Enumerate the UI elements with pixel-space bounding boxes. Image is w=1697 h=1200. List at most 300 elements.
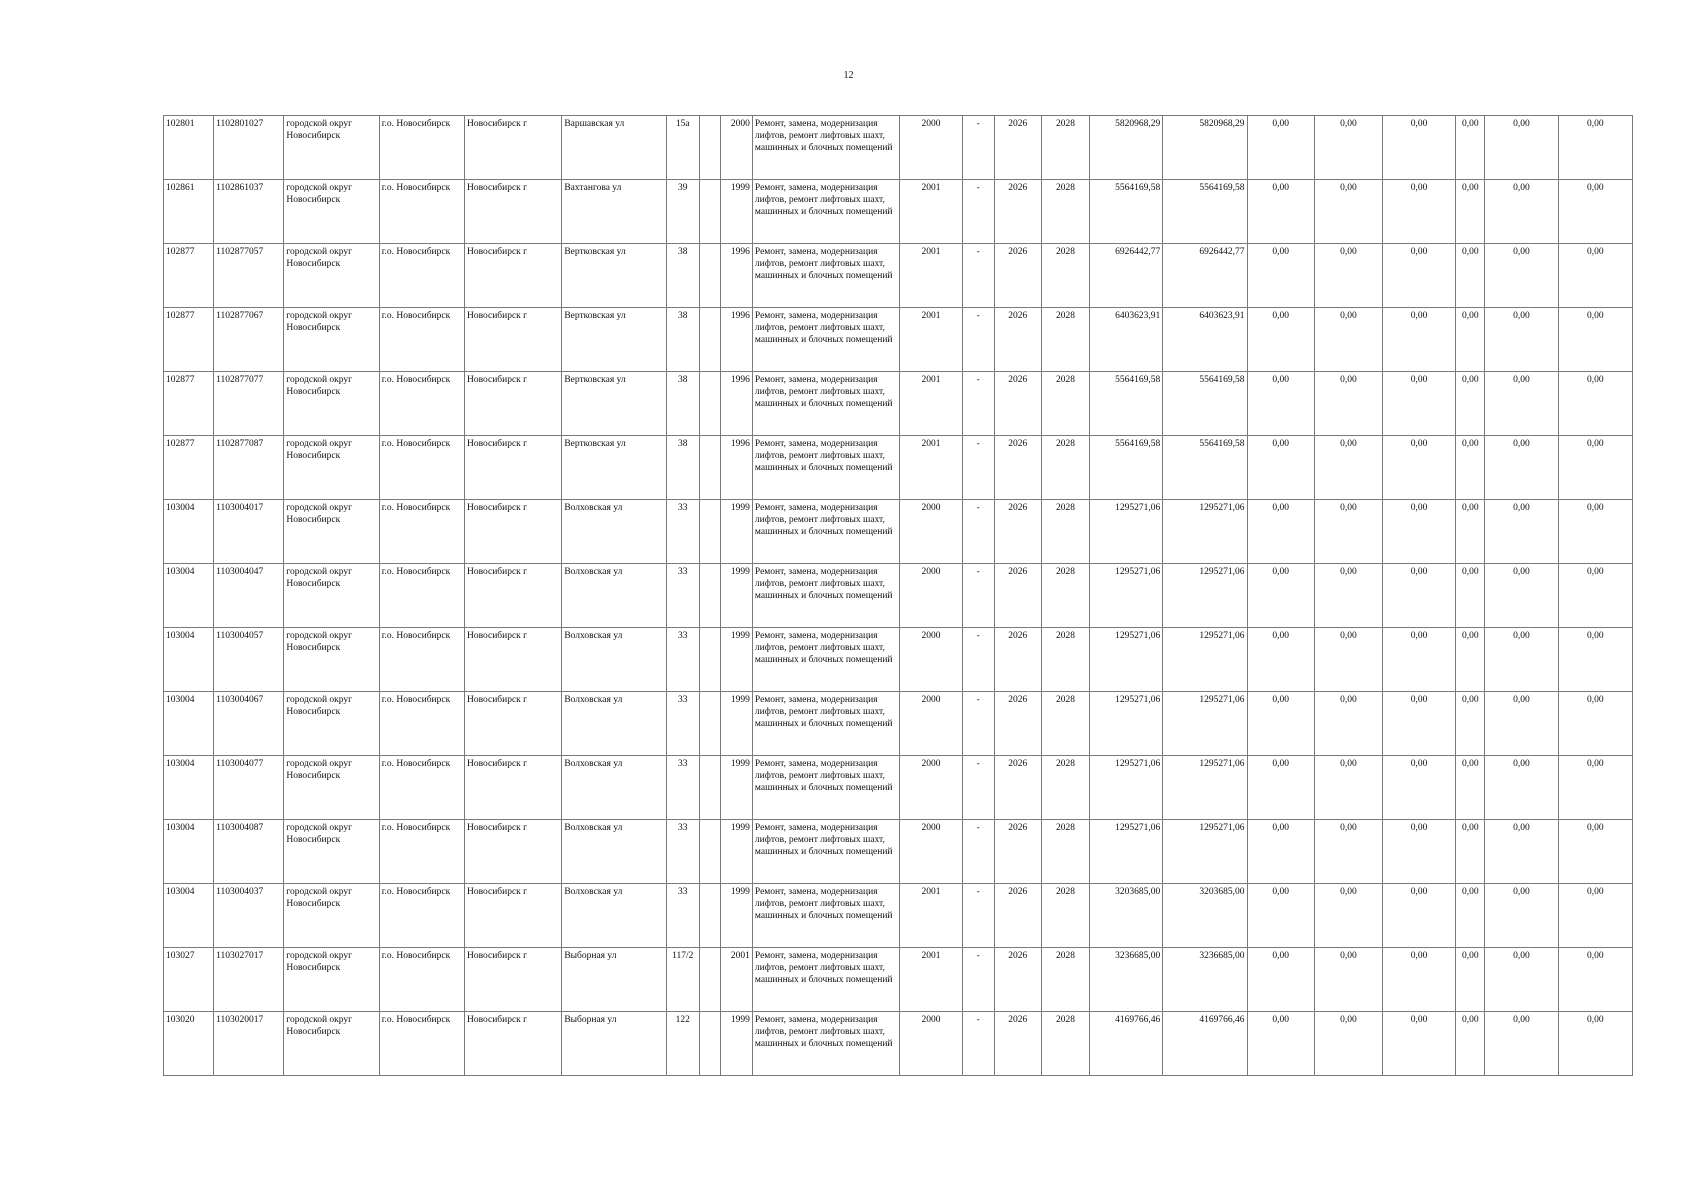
table-row — [164, 628, 1633, 692]
table-cell: 2001 — [720, 948, 752, 1012]
table-cell: Новосибирск г — [464, 628, 561, 692]
table-cell: 2028 — [1041, 500, 1089, 564]
table-cell — [699, 244, 720, 308]
table-cell: 1102877067 — [214, 308, 284, 372]
table-cell: 2028 — [1041, 756, 1089, 820]
table-cell: 0,00 — [1382, 500, 1455, 564]
table-cell: 1103004067 — [214, 692, 284, 756]
table-cell: 2028 — [1041, 564, 1089, 628]
table-cell: 0,00 — [1382, 180, 1455, 244]
table-cell: Ремонт, замена, модернизация лифтов, ремонт лифтовых шахт, машинных и блочных помещений — [752, 948, 900, 1012]
table-cell: 0,00 — [1485, 948, 1558, 1012]
table-cell: 5820968,29 — [1163, 116, 1247, 180]
table-cell: 0,00 — [1485, 564, 1558, 628]
table-cell: 2001 — [900, 884, 962, 948]
table-cell: 33 — [666, 756, 699, 820]
table-cell: г.о. Новосибирск — [379, 692, 464, 756]
table-cell: г.о. Новосибирск — [379, 564, 464, 628]
table-cell: 0,00 — [1314, 308, 1382, 372]
table-cell: 0,00 — [1456, 436, 1485, 500]
table-cell: - — [962, 308, 994, 372]
table-cell: 2001 — [900, 244, 962, 308]
table-cell: 2026 — [994, 436, 1041, 500]
table-cell: 33 — [666, 500, 699, 564]
table-cell: 117/2 — [666, 948, 699, 1012]
table-cell: 0,00 — [1314, 244, 1382, 308]
table-cell: - — [962, 500, 994, 564]
table-cell: 2026 — [994, 884, 1041, 948]
table-cell: 3236685,00 — [1163, 948, 1247, 1012]
table-cell: 103004 — [164, 628, 214, 692]
table-cell: Ремонт, замена, модернизация лифтов, ремонт лифтовых шахт, машинных и блочных помещений — [752, 884, 900, 948]
table-cell: 0,00 — [1314, 372, 1382, 436]
table-cell: 0,00 — [1456, 372, 1485, 436]
table-cell: 0,00 — [1247, 308, 1314, 372]
table-row — [164, 500, 1633, 564]
table-cell: г.о. Новосибирск — [379, 116, 464, 180]
table-cell: 2000 — [900, 500, 962, 564]
table-cell: 0,00 — [1558, 1012, 1632, 1076]
table-cell: Новосибирск г — [464, 436, 561, 500]
table-row — [164, 948, 1633, 1012]
table-cell: 0,00 — [1485, 372, 1558, 436]
table-cell: 1999 — [720, 884, 752, 948]
table-cell: 1295271,06 — [1163, 500, 1247, 564]
table-cell: 1996 — [720, 244, 752, 308]
table-cell: 0,00 — [1558, 244, 1632, 308]
table-cell: 1102877087 — [214, 436, 284, 500]
table-cell: 1999 — [720, 756, 752, 820]
table-cell: Ремонт, замена, модернизация лифтов, ремонт лифтовых шахт, машинных и блочных помещений — [752, 692, 900, 756]
table-cell: Ремонт, замена, модернизация лифтов, ремонт лифтовых шахт, машинных и блочных помещений — [752, 564, 900, 628]
table-cell: 2026 — [994, 1012, 1041, 1076]
table-cell: 1996 — [720, 308, 752, 372]
table-cell: городской округ Новосибирск — [284, 820, 379, 884]
table-cell: 0,00 — [1382, 564, 1455, 628]
table-cell: 0,00 — [1485, 500, 1558, 564]
table-cell: Ремонт, замена, модернизация лифтов, ремонт лифтовых шахт, машинных и блочных помещений — [752, 372, 900, 436]
table-row — [164, 116, 1633, 180]
table-cell: 5564169,58 — [1090, 436, 1163, 500]
table-cell: 0,00 — [1314, 436, 1382, 500]
table-cell: 1999 — [720, 692, 752, 756]
table-cell: 0,00 — [1382, 756, 1455, 820]
table-cell: Ремонт, замена, модернизация лифтов, ремонт лифтовых шахт, машинных и блочных помещений — [752, 436, 900, 500]
table-cell: 1999 — [720, 1012, 752, 1076]
table-cell: - — [962, 180, 994, 244]
table-cell: - — [962, 692, 994, 756]
table-cell: 0,00 — [1314, 500, 1382, 564]
table-cell: г.о. Новосибирск — [379, 884, 464, 948]
table-cell — [699, 116, 720, 180]
table-cell: 1999 — [720, 500, 752, 564]
table-cell: 0,00 — [1485, 308, 1558, 372]
table-cell: - — [962, 372, 994, 436]
table-cell: 33 — [666, 820, 699, 884]
table-cell: 1295271,06 — [1163, 756, 1247, 820]
table-cell: 0,00 — [1247, 244, 1314, 308]
table-cell: г.о. Новосибирск — [379, 820, 464, 884]
table-cell: Ремонт, замена, модернизация лифтов, ремонт лифтовых шахт, машинных и блочных помещений — [752, 756, 900, 820]
table-cell: 0,00 — [1314, 884, 1382, 948]
table-cell: 0,00 — [1485, 116, 1558, 180]
table-cell: 1295271,06 — [1090, 564, 1163, 628]
table-cell: Вертковская ул — [562, 372, 666, 436]
table-cell: 122 — [666, 1012, 699, 1076]
table-cell: 103020 — [164, 1012, 214, 1076]
table-cell: 6926442,77 — [1163, 244, 1247, 308]
table-cell: Ремонт, замена, модернизация лифтов, ремонт лифтовых шахт, машинных и блочных помещений — [752, 628, 900, 692]
table-cell: 0,00 — [1558, 500, 1632, 564]
table-cell: 0,00 — [1456, 180, 1485, 244]
table-cell: 2028 — [1041, 308, 1089, 372]
table-cell: 0,00 — [1558, 436, 1632, 500]
table-cell: 4169766,46 — [1090, 1012, 1163, 1076]
table-cell: 0,00 — [1456, 308, 1485, 372]
table-cell: 0,00 — [1247, 884, 1314, 948]
table-cell: 33 — [666, 564, 699, 628]
table-cell: Ремонт, замена, модернизация лифтов, ремонт лифтовых шахт, машинных и блочных помещений — [752, 244, 900, 308]
table-cell: 0,00 — [1247, 948, 1314, 1012]
table-cell: Ремонт, замена, модернизация лифтов, ремонт лифтовых шахт, машинных и блочных помещений — [752, 1012, 900, 1076]
table-cell: городской округ Новосибирск — [284, 948, 379, 1012]
table-cell: 0,00 — [1247, 564, 1314, 628]
table-cell: 1295271,06 — [1163, 692, 1247, 756]
table-cell: 2026 — [994, 244, 1041, 308]
table-row — [164, 180, 1633, 244]
table-cell: г.о. Новосибирск — [379, 628, 464, 692]
table-row — [164, 244, 1633, 308]
table-cell: 102877 — [164, 436, 214, 500]
table-cell: 1103004077 — [214, 756, 284, 820]
table-cell: 2028 — [1041, 820, 1089, 884]
table-cell: 0,00 — [1247, 756, 1314, 820]
table-cell: 1102861037 — [214, 180, 284, 244]
table-cell: 38 — [666, 372, 699, 436]
table-cell: 0,00 — [1485, 628, 1558, 692]
table-row — [164, 692, 1633, 756]
table-cell: 2000 — [900, 756, 962, 820]
table-cell: 6403623,91 — [1163, 308, 1247, 372]
table-cell: Новосибирск г — [464, 244, 561, 308]
table-row — [164, 308, 1633, 372]
table-cell: 103004 — [164, 500, 214, 564]
table-cell: 1103004057 — [214, 628, 284, 692]
table-cell: 103004 — [164, 820, 214, 884]
table-cell: Новосибирск г — [464, 564, 561, 628]
table-cell: 1295271,06 — [1090, 692, 1163, 756]
table-cell: 2001 — [900, 372, 962, 436]
table-cell: 0,00 — [1247, 1012, 1314, 1076]
table-cell: 0,00 — [1558, 372, 1632, 436]
table-cell: 2026 — [994, 180, 1041, 244]
table-cell: 2028 — [1041, 116, 1089, 180]
table-cell: 2028 — [1041, 1012, 1089, 1076]
table-cell: 1295271,06 — [1090, 500, 1163, 564]
table-cell — [699, 884, 720, 948]
table-cell: 103004 — [164, 564, 214, 628]
table-cell: 0,00 — [1247, 820, 1314, 884]
table-cell: г.о. Новосибирск — [379, 308, 464, 372]
table-cell: - — [962, 564, 994, 628]
table-cell: г.о. Новосибирск — [379, 756, 464, 820]
table-cell: - — [962, 756, 994, 820]
table-cell: 1295271,06 — [1090, 756, 1163, 820]
table-cell — [699, 756, 720, 820]
table-cell: 1999 — [720, 564, 752, 628]
table-cell: 0,00 — [1314, 820, 1382, 884]
table-cell — [699, 308, 720, 372]
table-cell: 5564169,58 — [1163, 372, 1247, 436]
table-cell: г.о. Новосибирск — [379, 1012, 464, 1076]
table-cell: 2026 — [994, 692, 1041, 756]
table-cell: 102877 — [164, 372, 214, 436]
table-cell: 0,00 — [1314, 948, 1382, 1012]
table-row — [164, 436, 1633, 500]
table-cell: Волховская ул — [562, 692, 666, 756]
table-cell: 0,00 — [1485, 884, 1558, 948]
table-cell: Выборная ул — [562, 1012, 666, 1076]
table-cell: Новосибирск г — [464, 372, 561, 436]
table-cell: 0,00 — [1314, 1012, 1382, 1076]
table-cell: 103027 — [164, 948, 214, 1012]
table-cell: 2026 — [994, 628, 1041, 692]
table-cell: 0,00 — [1558, 308, 1632, 372]
table-cell: 0,00 — [1485, 180, 1558, 244]
table-cell: 3236685,00 — [1090, 948, 1163, 1012]
table-cell: 0,00 — [1485, 692, 1558, 756]
page-number: 12 — [843, 70, 854, 81]
table-cell: 0,00 — [1314, 116, 1382, 180]
table-cell: городской округ Новосибирск — [284, 564, 379, 628]
table-cell: 1295271,06 — [1163, 564, 1247, 628]
table-cell: городской округ Новосибирск — [284, 372, 379, 436]
table-cell: 5564169,58 — [1090, 180, 1163, 244]
table-cell: 0,00 — [1485, 1012, 1558, 1076]
table-cell: 0,00 — [1382, 244, 1455, 308]
table-cell: 2001 — [900, 308, 962, 372]
table-cell: 2000 — [900, 692, 962, 756]
table-cell: 1999 — [720, 628, 752, 692]
table-cell: 0,00 — [1382, 628, 1455, 692]
table-cell: Волховская ул — [562, 628, 666, 692]
table-cell: 0,00 — [1456, 1012, 1485, 1076]
table-cell: 2028 — [1041, 244, 1089, 308]
table-cell: 1999 — [720, 820, 752, 884]
table-cell: 2000 — [900, 820, 962, 884]
table-cell: Волховская ул — [562, 756, 666, 820]
table-cell: 38 — [666, 436, 699, 500]
table-cell: Новосибирск г — [464, 820, 561, 884]
table-cell: 2028 — [1041, 692, 1089, 756]
table-cell: 2026 — [994, 564, 1041, 628]
table-cell: 0,00 — [1247, 500, 1314, 564]
table-cell: Новосибирск г — [464, 884, 561, 948]
table-cell: 0,00 — [1558, 756, 1632, 820]
table-cell: г.о. Новосибирск — [379, 948, 464, 1012]
table-cell: 5564169,58 — [1163, 436, 1247, 500]
table-cell: 1295271,06 — [1163, 628, 1247, 692]
table-cell: г.о. Новосибирск — [379, 372, 464, 436]
table-cell: 102861 — [164, 180, 214, 244]
table-cell: городской округ Новосибирск — [284, 500, 379, 564]
table-cell: 39 — [666, 180, 699, 244]
table-cell: 0,00 — [1247, 436, 1314, 500]
table-cell: 0,00 — [1456, 756, 1485, 820]
table-cell: 2000 — [900, 628, 962, 692]
table-cell: 0,00 — [1456, 820, 1485, 884]
table-cell: 2000 — [900, 1012, 962, 1076]
table-row — [164, 372, 1633, 436]
table-cell: 0,00 — [1558, 692, 1632, 756]
table-cell: 2028 — [1041, 436, 1089, 500]
table-cell: городской округ Новосибирск — [284, 244, 379, 308]
table-cell: Новосибирск г — [464, 1012, 561, 1076]
table-body — [164, 116, 1633, 1076]
table-cell — [699, 372, 720, 436]
table-cell: г.о. Новосибирск — [379, 500, 464, 564]
table-cell: 1103020017 — [214, 1012, 284, 1076]
table-cell: 2028 — [1041, 884, 1089, 948]
table-cell: 0,00 — [1314, 180, 1382, 244]
table-cell: 0,00 — [1247, 692, 1314, 756]
table-cell: 1996 — [720, 372, 752, 436]
table-cell: Волховская ул — [562, 820, 666, 884]
table-cell: 0,00 — [1558, 884, 1632, 948]
table-cell: г.о. Новосибирск — [379, 436, 464, 500]
table-cell: 102877 — [164, 308, 214, 372]
table-cell: - — [962, 1012, 994, 1076]
table-cell: 3203685,00 — [1163, 884, 1247, 948]
table-cell: 0,00 — [1485, 244, 1558, 308]
table-cell: 1999 — [720, 180, 752, 244]
table-cell: 0,00 — [1314, 628, 1382, 692]
table-cell — [699, 948, 720, 1012]
table-cell: 0,00 — [1456, 244, 1485, 308]
table-cell: Ремонт, замена, модернизация лифтов, ремонт лифтовых шахт, машинных и блочных помещений — [752, 308, 900, 372]
table-cell: 0,00 — [1247, 628, 1314, 692]
table-cell: - — [962, 628, 994, 692]
table-cell: 0,00 — [1558, 820, 1632, 884]
table-cell: - — [962, 820, 994, 884]
table-cell: 0,00 — [1382, 692, 1455, 756]
table-cell: 1103004047 — [214, 564, 284, 628]
table-cell: Ремонт, замена, модернизация лифтов, ремонт лифтовых шахт, машинных и блочных помещений — [752, 500, 900, 564]
table-cell: 2026 — [994, 372, 1041, 436]
table-cell: 15а — [666, 116, 699, 180]
table-cell: 0,00 — [1456, 500, 1485, 564]
table-cell: Ремонт, замена, модернизация лифтов, ремонт лифтовых шахт, машинных и блочных помещений — [752, 820, 900, 884]
table-cell: Ремонт, замена, модернизация лифтов, ремонт лифтовых шахт, машинных и блочных помещений — [752, 116, 900, 180]
table-cell: 1295271,06 — [1090, 820, 1163, 884]
table-cell: 2026 — [994, 308, 1041, 372]
table-cell: 2026 — [994, 948, 1041, 1012]
table-cell: 1102801027 — [214, 116, 284, 180]
table-cell: г.о. Новосибирск — [379, 244, 464, 308]
table-cell: - — [962, 948, 994, 1012]
table-cell: 0,00 — [1456, 116, 1485, 180]
table-cell — [699, 628, 720, 692]
table-cell: 103004 — [164, 884, 214, 948]
table-cell: Вертковская ул — [562, 308, 666, 372]
table-cell: 0,00 — [1382, 372, 1455, 436]
table-cell: Новосибирск г — [464, 948, 561, 1012]
table-cell: 0,00 — [1314, 564, 1382, 628]
table-cell: - — [962, 884, 994, 948]
table-cell: 3203685,00 — [1090, 884, 1163, 948]
table-cell: Вертковская ул — [562, 244, 666, 308]
table-cell: Вертковская ул — [562, 436, 666, 500]
table-cell: 0,00 — [1456, 948, 1485, 1012]
table-cell — [699, 500, 720, 564]
table-cell: Новосибирск г — [464, 116, 561, 180]
table-cell: 0,00 — [1247, 116, 1314, 180]
table-cell: городской округ Новосибирск — [284, 884, 379, 948]
table-row — [164, 1012, 1633, 1076]
table-cell: Ремонт, замена, модернизация лифтов, ремонт лифтовых шахт, машинных и блочных помещений — [752, 180, 900, 244]
table-cell: 2028 — [1041, 628, 1089, 692]
table-cell — [699, 564, 720, 628]
table-cell: 0,00 — [1382, 948, 1455, 1012]
table-cell: 4169766,46 — [1163, 1012, 1247, 1076]
table-cell: 2001 — [900, 436, 962, 500]
table-cell: Новосибирск г — [464, 756, 561, 820]
table-cell — [699, 436, 720, 500]
table-cell: 1102877077 — [214, 372, 284, 436]
table-cell: - — [962, 436, 994, 500]
table-cell — [699, 820, 720, 884]
table-cell: 103004 — [164, 692, 214, 756]
table-cell: - — [962, 244, 994, 308]
table-cell: 2026 — [994, 116, 1041, 180]
table-cell: городской округ Новосибирск — [284, 756, 379, 820]
table-cell: 1295271,06 — [1090, 628, 1163, 692]
table-cell: 2026 — [994, 820, 1041, 884]
table-cell: 1996 — [720, 436, 752, 500]
table-cell: Выборная ул — [562, 948, 666, 1012]
table-cell: 6403623,91 — [1090, 308, 1163, 372]
table-cell: 0,00 — [1558, 948, 1632, 1012]
table-cell: городской округ Новосибирск — [284, 308, 379, 372]
table-cell: Волховская ул — [562, 564, 666, 628]
table-cell: 0,00 — [1382, 116, 1455, 180]
table-cell: 0,00 — [1558, 180, 1632, 244]
table-cell: 2028 — [1041, 372, 1089, 436]
table-cell: Волховская ул — [562, 500, 666, 564]
table-cell — [699, 692, 720, 756]
table-cell: 33 — [666, 628, 699, 692]
table-cell: 2000 — [720, 116, 752, 180]
table-cell: 2028 — [1041, 180, 1089, 244]
table-cell: 0,00 — [1485, 756, 1558, 820]
table-cell: 0,00 — [1382, 1012, 1455, 1076]
table-cell: 2000 — [900, 116, 962, 180]
table-row — [164, 564, 1633, 628]
table-cell: городской округ Новосибирск — [284, 1012, 379, 1076]
table-cell: 0,00 — [1485, 820, 1558, 884]
table-cell: 1102877057 — [214, 244, 284, 308]
table-cell: 0,00 — [1382, 820, 1455, 884]
table-cell: 0,00 — [1382, 884, 1455, 948]
table-cell: 0,00 — [1485, 436, 1558, 500]
table-cell: 1295271,06 — [1163, 820, 1247, 884]
table-cell: 0,00 — [1456, 628, 1485, 692]
table-cell: 0,00 — [1382, 436, 1455, 500]
table-cell: Вахтангова ул — [562, 180, 666, 244]
table-cell: 1103004017 — [214, 500, 284, 564]
table-cell: 2026 — [994, 756, 1041, 820]
table-cell: - — [962, 116, 994, 180]
